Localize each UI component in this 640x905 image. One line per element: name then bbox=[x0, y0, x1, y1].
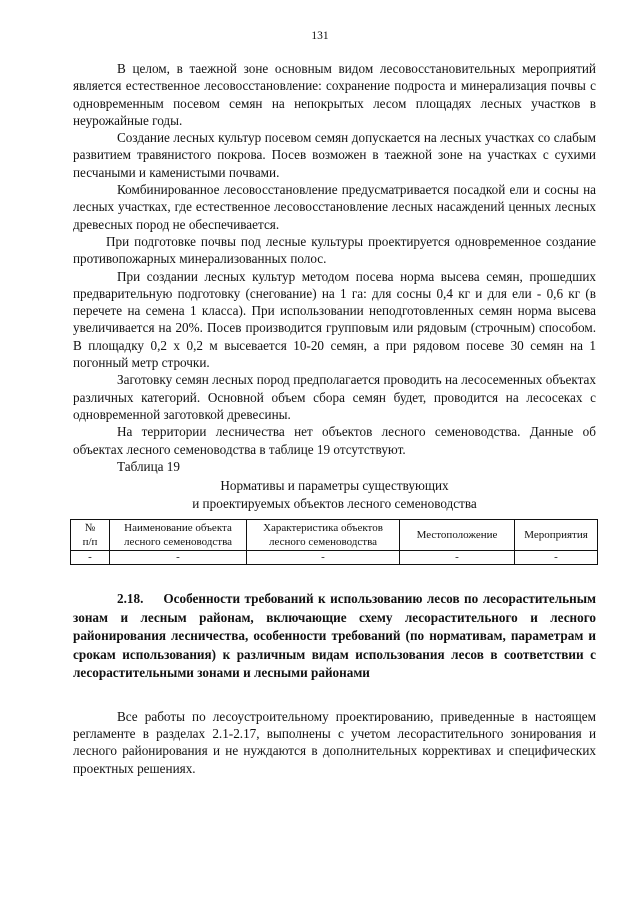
header-location: Местоположение bbox=[400, 520, 515, 551]
table-cell: - bbox=[400, 551, 515, 565]
paragraph: Все работы по лесоустроительному проектированию, приведенные в настоящем регламенте в разделах 2.1-2.17, выполнены с учетом лесорастительного зонирования и лесного районирования и не нуждаются в дополнительных коррективах и специфических проектных решениях. bbox=[73, 708, 596, 776]
table-caption-line: Нормативы и параметры существующих bbox=[220, 478, 449, 494]
table-caption-line: и проектируемых объектов лесного семеноводства bbox=[192, 496, 477, 512]
paragraph: В целом, в таежной зоне основным видом лесовосстановительных мероприятий является естественное лесовосстановление: сохранение подроста и минерализация почвы с одновременным посевом семян на непокрытых лесом площадях лесных участков в неурожайные годы. bbox=[73, 61, 596, 128]
document-body bbox=[73, 60, 596, 777]
section-number: 2.18. bbox=[117, 591, 144, 607]
table-cell: - bbox=[515, 551, 598, 565]
header-object-name: Наименование объекта лесного семеноводства bbox=[110, 520, 247, 551]
header-number: № п/п bbox=[71, 520, 110, 551]
header-measures: Мероприятия bbox=[515, 520, 598, 551]
paragraph: Создание лесных культур посевом семян допускается на лесных участках со слабым развитием травянистого покрова. Посев возможен в таежной зоне на участках с сухими песчаными и каменистыми почвами. bbox=[73, 130, 596, 180]
paragraph: Комбинированное лесовосстановление предусматривается посадкой ели и сосны на лесных участках, где естественное лесовосстановление лесных насаждений ценных лесных древесных пород не обеспечивается. bbox=[73, 182, 596, 232]
header-characteristics: Характеристика объектов лесного семеноводства bbox=[247, 520, 400, 551]
section-heading bbox=[73, 590, 596, 683]
table-cell: - bbox=[71, 551, 110, 565]
table-header-row bbox=[71, 520, 598, 551]
table-caption bbox=[73, 477, 596, 513]
paragraph: При создании лесных культур методом посева норма высева семян, прошедших предварительную подготовку (снегование) на 1 га: для сосны 0,4 кг и для ели - 0,6 кг (в перечете на семена 1 класса). При использовании неподготовленных семян норма высева увеличивается на 20%. Посев производится групповым или рядовым (строчным) способом. В площадку 0,2 х 0,2 м высевается 10-20 семян, а при рядовом посеве 30 семян на 1 погонный метр строчки. bbox=[73, 268, 596, 371]
table-cell: - bbox=[247, 551, 400, 565]
table-label: Таблица 19 bbox=[117, 458, 180, 474]
table-cell: - bbox=[110, 551, 247, 565]
seed-objects-table bbox=[70, 519, 598, 565]
page-number: 131 bbox=[311, 30, 329, 42]
table-row bbox=[71, 551, 598, 565]
section-title: Особенности требований к использованию лесов по лесорастительным зонам и лесным районам, включающие схему лесорастительного и лесного районирования лесничества, особенности требований (по нормативам, параметрам и срокам использования) к различным видам использования лесов в соответствии с лесорастительными зонами и лесными районами bbox=[73, 591, 596, 681]
paragraph: При подготовке почвы под лесные культуры проектируется одновременное создание противопожарных минерализованных полос. bbox=[73, 233, 596, 267]
paragraph: На территории лесничества нет объектов лесного семеноводства. Данные об объектах лесного семеноводства в таблице 19 отсутствуют. bbox=[73, 424, 596, 457]
paragraph: Заготовку семян лесных пород предполагается проводить на лесосеменных объектах различных категорий. Основной объем сбора семян будет, проводится на лесосеках с одновременной заготовкой древесины. bbox=[73, 372, 596, 422]
